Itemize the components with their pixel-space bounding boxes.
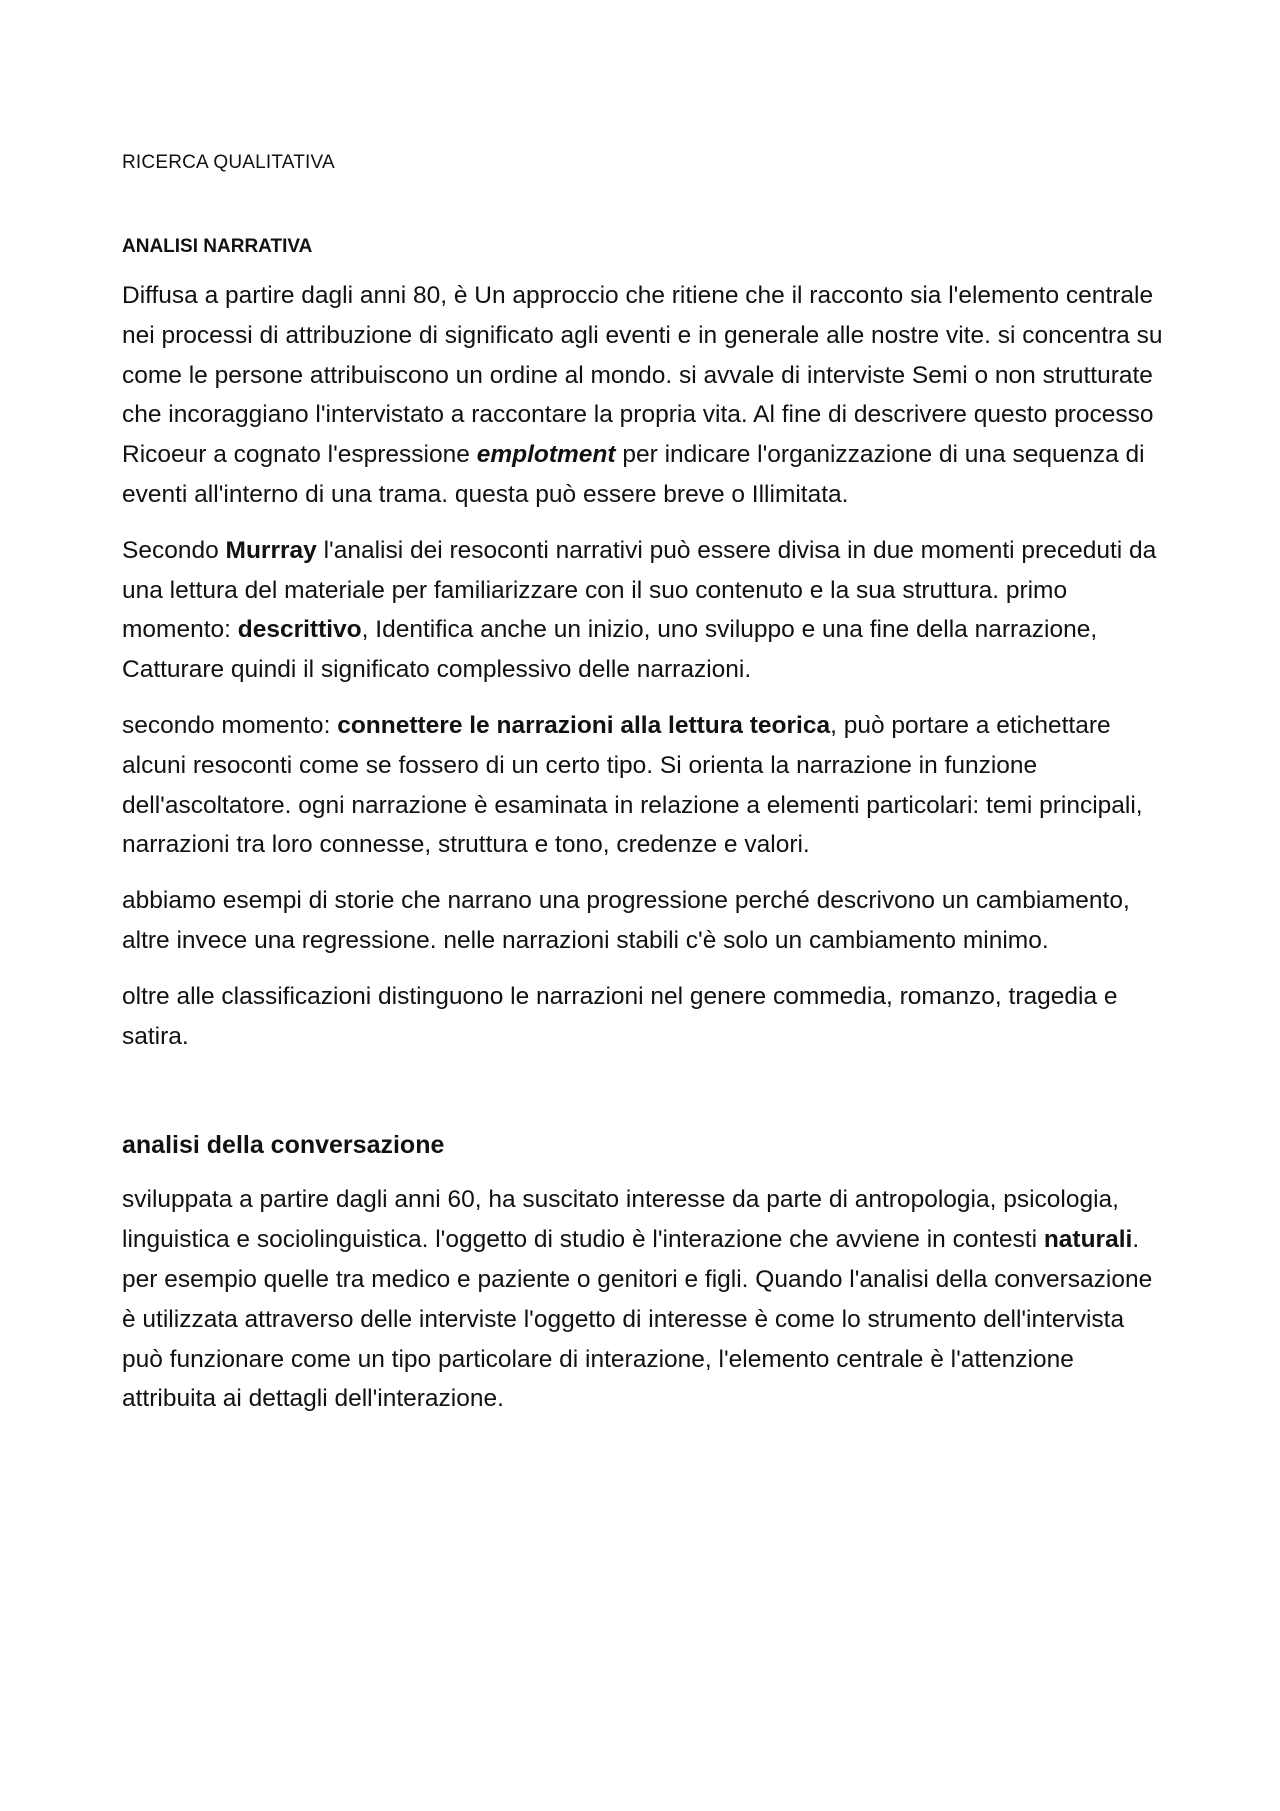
paragraph-text: per indicare l'organizzazione di una sequenza di eventi all'interno di una trama. questa può essere breve o Illimitata. — [122, 441, 1145, 508]
paragraph-narrativa-2 — [122, 531, 1167, 690]
document-title: RICERCA QUALITATIVA — [122, 152, 335, 173]
paragraph-narrativa-5: oltre alle classificazioni distinguono le narrazioni nel genere commedia, romanzo, tragedia e satira. — [122, 982, 1118, 1050]
author-name: Murrray — [225, 536, 317, 564]
paragraph-text: l'analisi dei resoconti narrativi può essere divisa in due momenti preceduti da una lettura del materiale per familiarizzare con il suo contenuto e la sua struttura. primo momento: — [122, 536, 1157, 644]
section-spacer — [122, 1072, 1167, 1128]
paragraph-text: Secondo — [122, 536, 226, 564]
paragraph-text: secondo momento: — [122, 711, 338, 739]
paragraph-text: , può portare a etichettare alcuni resoconti come se fossero di un certo tipo. Si orienta la narrazione in funzione dell'ascoltatore. ogni narrazione è esaminata in relazione a elementi particolari: temi principali, narrazioni tra loro connesse, struttura e tono, credenze e valori. — [122, 711, 1143, 859]
paragraph-narrativa-3 — [122, 706, 1167, 865]
paragraph-conversazione-1 — [122, 1180, 1167, 1419]
paragraph-text: , Identifica anche un inizio, uno sviluppo e una fine della narrazione, Catturare quindi il significato complessivo delle narrazioni. — [122, 616, 1098, 684]
document-body — [122, 150, 1167, 1435]
term-emplotment: emplotment — [476, 441, 616, 469]
paragraph-narrativa-4: abbiamo esempi di storie che narrano una progressione perché descrivono un cambiamento, altre invece una regressione. nelle narrazioni stabili c'è solo un cambiamento minimo. — [122, 887, 1130, 954]
term-descrittivo: descrittivo — [237, 616, 362, 644]
paragraph-text: Diffusa a partire dagli anni 80, è Un approccio che ritiene che il racconto sia l'elemento centrale nei processi di attribuzione di significato agli eventi e in generale alle nostre vite. si concentra su come le persone attribuiscono un ordine al mondo. si avvale di interviste Semi o non strutturate che incoraggiano l'intervistato a raccontare la propria vita. Al fine di descrivere questo processo Ricoeur a cognato l'espressione — [122, 282, 1163, 469]
paragraph-narrativa-1 — [122, 276, 1167, 515]
section-heading-analisi-conversazione: analisi della conversazione — [122, 1131, 445, 1160]
term-connettere: connettere le narrazioni alla lettura teorica — [337, 711, 831, 739]
paragraph-text: sviluppata a partire dagli anni 60, ha suscitato interesse da parte di antropologia, psicologia, linguistica e sociolinguistica. l'oggetto di studio è l'interazione che avviene in contesti — [122, 1186, 1119, 1254]
term-naturali: naturali — [1043, 1226, 1133, 1254]
section-heading-analisi-narrativa: ANALISI NARRATIVA — [122, 236, 313, 257]
paragraph-text: . per esempio quelle tra medico e paziente o genitori e figli. Quando l'analisi della conversazione è utilizzata attraverso delle interviste l'oggetto di interesse è come lo strumento dell'intervista può funzionare come un tipo particolare di interazione, l'elemento centrale è l'attenzione attribuita ai dettagli dell'interazione. — [122, 1226, 1153, 1413]
